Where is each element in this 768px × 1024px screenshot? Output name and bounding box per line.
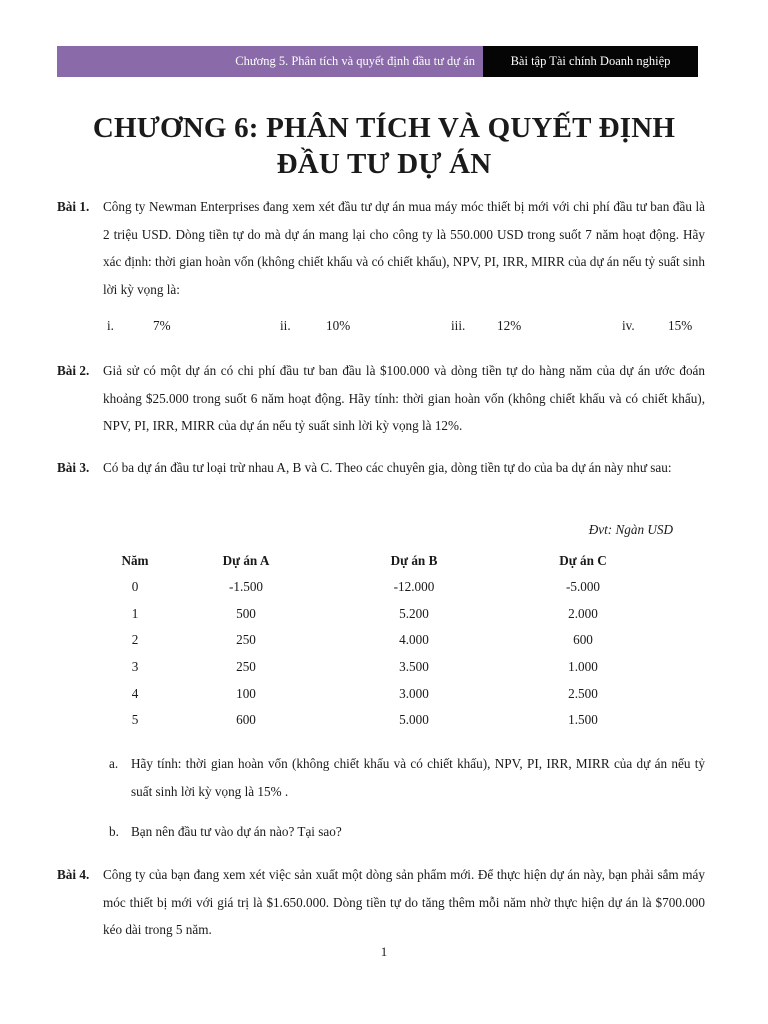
table-cell: -12.000 <box>393 579 435 595</box>
rate-value: 15% <box>668 318 693 333</box>
table-cell: -5.000 <box>565 579 601 595</box>
table-row <box>100 654 660 681</box>
rate-value: 12% <box>497 318 522 333</box>
sub-question-a <box>109 750 705 805</box>
table-cell: 1.000 <box>568 659 598 675</box>
table-cell: 3.000 <box>399 685 429 701</box>
table-cell: 600 <box>236 712 256 728</box>
chapter-title <box>40 110 728 182</box>
header-book-title: Bài tập Tài chính Doanh nghiệp <box>483 46 698 77</box>
table-cell: 600 <box>573 632 593 648</box>
exercise-label: Bài 3. <box>57 460 90 475</box>
table-row <box>100 680 660 707</box>
column-header: Năm <box>121 552 149 568</box>
table-row <box>100 627 660 654</box>
exercise-label: Bài 1. <box>57 199 90 214</box>
rate-marker: iii. <box>451 318 466 333</box>
exercise-text: Công ty của bạn đang xem xét việc sản xuất một dòng sản phẩm mới. Để thực hiện dự án này, bạn phải sắm máy móc thiết bị mới với giá trị là $1.650.000. Dòng tiền tự do tăng thêm mỗi năm nhờ thực hiện dự án là $700.000 kéo dài trong 5 năm. <box>103 867 705 937</box>
table-cell: 4.000 <box>399 632 429 648</box>
sub-question-marker: a. <box>109 756 119 771</box>
table-cell: 1 <box>131 605 139 621</box>
table-cell: 5.000 <box>399 712 429 728</box>
column-header: Dự án C <box>559 552 607 568</box>
table-cell: 5.200 <box>399 605 429 621</box>
rate-marker: iv. <box>622 318 635 333</box>
table-cell: 250 <box>236 659 256 675</box>
table-cell: 2.000 <box>568 605 598 621</box>
table-cell: 4 <box>131 685 139 701</box>
table-cell: 0 <box>131 579 139 595</box>
page-header <box>57 46 698 77</box>
table-cell: 3 <box>131 659 139 675</box>
exercise-4 <box>57 861 705 944</box>
table-header-row <box>100 547 660 574</box>
rate-marker: i. <box>107 318 114 333</box>
table-cell: 3.500 <box>399 659 429 675</box>
rate-value: 10% <box>326 318 351 333</box>
rate-value: 7% <box>153 318 171 333</box>
exercise-label: Bài 2. <box>57 363 90 378</box>
table-cell: 2.500 <box>568 685 598 701</box>
column-header: Dự án A <box>222 552 270 568</box>
exercise-label: Bài 4. <box>57 867 90 882</box>
header-chapter: Chương 5. Phân tích và quyết định đầu tư dự án <box>57 46 483 77</box>
table-cell: 500 <box>236 605 256 621</box>
table-row <box>100 707 660 734</box>
exercise-3 <box>57 454 705 482</box>
sub-question-marker: b. <box>109 824 119 839</box>
unit-note: Đvt: Ngàn USD <box>588 522 673 537</box>
exercise-text: Giả sử có một dự án có chi phí đầu tư ban đầu là $100.000 và dòng tiền tự do hàng năm của dự án ước đoán khoảng $25.000 trong suốt 6 năm hoạt động. Hãy tính: thời gian hoàn vốn (không chiết khấu và có chiết khấu), NPV, PI, IRR, MIRR của dự án nếu tỷ suất sinh lời kỳ vọng là 12%. <box>103 363 705 433</box>
table-cell: 2 <box>131 632 139 648</box>
sub-question-text: Bạn nên đầu tư vào dự án nào? Tại sao? <box>131 824 342 839</box>
table-cell: 250 <box>236 632 256 648</box>
exercise-2 <box>57 357 705 440</box>
rate-marker: ii. <box>280 318 291 333</box>
page-number: 1 <box>380 944 388 959</box>
table-cell: 100 <box>236 685 256 701</box>
table-cell: -1.500 <box>228 579 264 595</box>
cashflow-table <box>100 547 660 734</box>
chapter-title-line2: ĐẦU TƯ DỰ ÁN <box>276 148 492 180</box>
exercise-text: Có ba dự án đầu tư loại trừ nhau A, B và C. Theo các chuyên gia, dòng tiền tự do của ba dự án này như sau: <box>103 460 672 475</box>
table-cell: 1.500 <box>568 712 598 728</box>
column-header: Dự án B <box>390 552 438 568</box>
table-cell: 5 <box>131 712 139 728</box>
exercise-text: Công ty Newman Enterprises đang xem xét đầu tư dự án mua máy móc thiết bị mới với chi phí đầu tư ban đầu là 2 triệu USD. Dòng tiền tự do mà dự án mang lại cho công ty là 550.000 USD trong suốt 7 năm hoạt động. Hãy xác định: thời gian hoàn vốn (không chiết khấu và có chiết khấu), NPV, PI, IRR, MIRR của dự án nếu tỷ suất sinh lời kỳ vọng là: <box>103 199 705 297</box>
exercise-1 <box>57 193 705 303</box>
table-row <box>100 574 660 601</box>
chapter-title-line1: CHƯƠNG 6: PHÂN TÍCH VÀ QUYẾT ĐỊNH <box>92 112 676 144</box>
sub-question-text: Hãy tính: thời gian hoàn vốn (không chiết khấu và có chiết khấu), NPV, PI, IRR, MIRR của dự án nếu tỷ suất sinh lời kỳ vọng là 15% . <box>131 756 705 799</box>
rate-list <box>0 318 768 340</box>
table-row <box>100 601 660 628</box>
sub-question-b <box>109 818 705 846</box>
